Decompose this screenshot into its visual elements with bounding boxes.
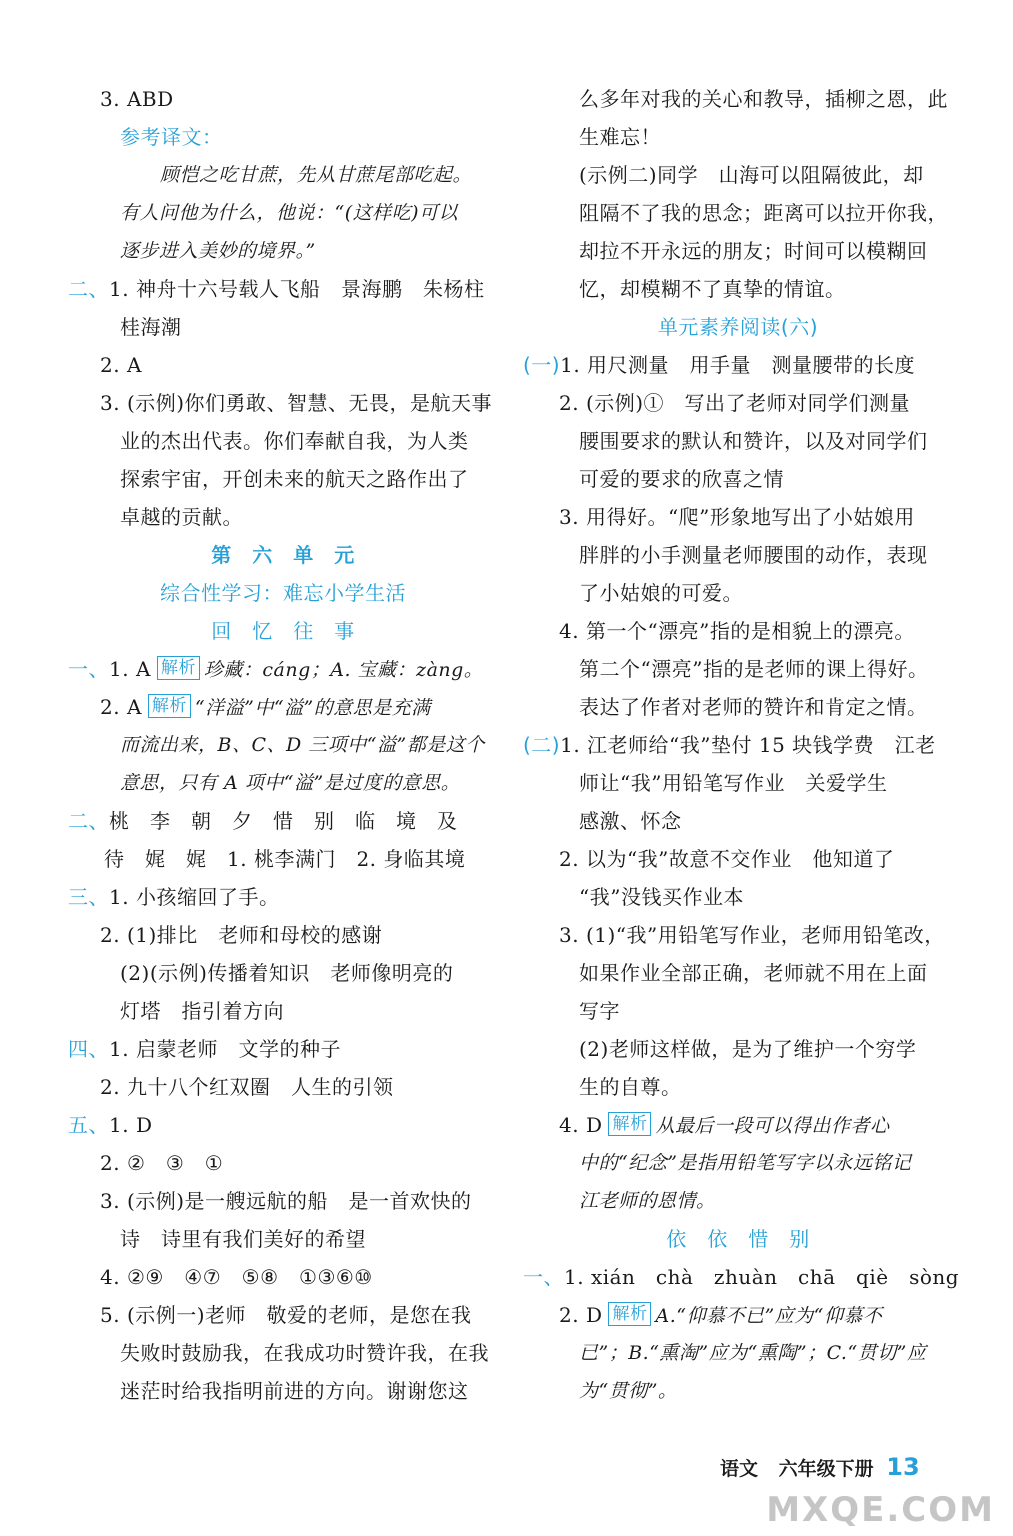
answer-line (68, 802, 498, 840)
answer-line (523, 1220, 953, 1258)
answer-line (523, 536, 953, 574)
section-number: 四、 (68, 1037, 109, 1061)
line-text: 表达了作者对老师的赞许和肯定之情。 (579, 695, 928, 719)
answer-line (523, 194, 953, 232)
footer-grade: 六年级下册 (778, 1458, 874, 1480)
line-text: 忆，却模糊不了真挚的情谊。 (579, 277, 846, 301)
line-text: 4. ②⑨ ④⑦ ⑤⑧ ①③⑥⑩ (100, 1265, 373, 1289)
answer-line (68, 726, 498, 764)
answer-line (523, 1182, 953, 1220)
left-column (68, 80, 498, 1410)
answer-line (523, 1106, 953, 1144)
line-text: 顾恺之吃甘蔗，先从甘蔗尾部吃起。 (160, 164, 473, 186)
answer-line (523, 1334, 953, 1372)
section-number: (一) (523, 353, 561, 377)
line-text: 待 娓 娓 1. 桃李满门 2. 身临其境 (104, 847, 466, 871)
answer-line (68, 954, 498, 992)
line-text: 1. xián chà zhuàn chā qiè sòng (564, 1265, 960, 1289)
line-text: 迷茫时给我指明前进的方向。谢谢您这 (120, 1379, 469, 1403)
answer-line (68, 1296, 498, 1334)
line-text: 么多年对我的关心和教导，插柳之恩，此 (579, 87, 948, 111)
analysis-text: A.“仰慕不已”应为“仰慕不 (655, 1305, 883, 1327)
line-text: 如果作业全部正确，老师就不用在上面 (579, 961, 928, 985)
line-text: (示例二)同学 山海可以阻隔彼此，却 (579, 163, 924, 187)
answer-line (523, 1068, 953, 1106)
section-number: 一、 (523, 1265, 564, 1289)
line-text: 失败时鼓励我，在我成功时赞许我，在我 (120, 1341, 489, 1365)
answer-line (523, 1144, 953, 1182)
answer-line (68, 1106, 498, 1144)
answer-line (68, 1220, 498, 1258)
line-text: 师让“我”用铅笔写作业 关爱学生 (579, 771, 888, 795)
line-text: 2. A (100, 353, 142, 377)
answer-line (68, 460, 498, 498)
answer-line (68, 1182, 498, 1220)
line-text: 生难忘！ (579, 125, 661, 149)
line-text: 灯塔 指引着方向 (120, 999, 284, 1023)
answer-line (523, 346, 953, 384)
answer-line (523, 308, 953, 346)
answer-line (68, 194, 498, 232)
line-text: (2)(示例)传播着知识 老师像明亮的 (120, 961, 454, 985)
answer-line (523, 1030, 953, 1068)
line-text: 江老师的恩情。 (579, 1190, 716, 1212)
answer-line (523, 650, 953, 688)
answer-line (68, 346, 498, 384)
answer-line (68, 1144, 498, 1182)
analysis-text: 从最后一段可以得出作者心 (655, 1115, 890, 1137)
answer-line (523, 726, 953, 764)
section-number: 三、 (68, 885, 109, 909)
answer-line (523, 1258, 960, 1296)
line-text: 业的杰出代表。你们奉献自我，为人类 (120, 429, 469, 453)
line-text: 了小姑娘的可爱。 (579, 581, 743, 605)
answer-line (523, 840, 953, 878)
line-text: 4. D (559, 1113, 603, 1137)
analysis-tag: 解析 (608, 1112, 651, 1136)
footer-subject: 语文 (720, 1458, 759, 1480)
section-number: (二) (523, 733, 561, 757)
line-text: 1. 神舟十六号载人飞船 景海鹏 朱杨柱 (109, 277, 485, 301)
line-text: 腰围要求的默认和赞许，以及对同学们 (579, 429, 928, 453)
line-text: 1. 江老师给“我”垫付 15 块钱学费 江老 (560, 733, 936, 757)
line-text: (2)老师这样做，是为了维护一个穷学 (579, 1037, 917, 1061)
answer-line (68, 384, 498, 422)
analysis-text: 珍藏：cáng；A. 宝藏：zàng。 (203, 659, 484, 681)
line-text: 2. ② ③ ① (100, 1151, 224, 1175)
line-text: 却拉不开永远的朋友；时间可以模糊回 (579, 239, 928, 263)
line-text: 第二个“漂亮”指的是老师的课上得好。 (579, 657, 929, 681)
line-text: 意思，只有 A 项中“溢”是过度的意思。 (120, 772, 461, 794)
line-text: 1. 用尺测量 用手量 测量腰带的长度 (560, 353, 916, 377)
line-text: 胖胖的小手测量老师腰围的动作，表现 (579, 543, 928, 567)
line-text: 中的“纪念”是指用铅笔写字以永远铭记 (579, 1152, 912, 1174)
line-text: 卓越的贡献。 (120, 505, 243, 529)
answer-line (68, 232, 498, 270)
answer-line (68, 1258, 498, 1296)
line-text: 有人问他为什么，他说：“(这样吃)可以 (120, 202, 459, 224)
line-text: 5. (示例一)老师 敬爱的老师，是您在我 (100, 1303, 472, 1327)
line-text: 第 六 单 元 (211, 543, 355, 567)
answer-line (68, 156, 498, 194)
answer-line (523, 80, 953, 118)
section-number: 五、 (68, 1113, 109, 1137)
answer-line (523, 954, 953, 992)
answer-line (68, 574, 498, 612)
answer-line (68, 916, 498, 954)
line-text: 2. 九十八个红双圈 人生的引领 (100, 1075, 394, 1099)
line-text: 单元素养阅读(六) (657, 315, 819, 339)
answer-line (68, 498, 498, 536)
section-number: 二、 (68, 277, 109, 301)
line-text: 3. (1)“我”用铅笔写作业，老师用铅笔改， (559, 923, 945, 947)
answer-line (68, 878, 498, 916)
line-text: 3. ABD (100, 87, 174, 111)
answer-line (523, 1296, 953, 1334)
page-number: 13 (886, 1453, 920, 1481)
answer-line (68, 612, 498, 650)
line-text: 已”；B.“熏淘”应为“熏陶”；C.“贯切”应 (579, 1342, 927, 1364)
answer-line (523, 232, 953, 270)
line-text: 4. 第一个“漂亮”指的是相貌上的漂亮。 (559, 619, 915, 643)
section-number: 二、 (68, 809, 109, 833)
answer-line (523, 802, 953, 840)
watermark: MXQE.COM (766, 1490, 995, 1530)
answer-line (523, 384, 953, 422)
line-text: 1. 小孩缩回了手。 (109, 885, 280, 909)
answer-line (68, 688, 498, 726)
analysis-text: “洋溢”中“溢”的意思是充满 (194, 697, 431, 719)
line-text: 生的自尊。 (579, 1075, 682, 1099)
answer-line (523, 422, 953, 460)
line-text: 感激、怀念 (579, 809, 682, 833)
line-text: 3. (示例)是一艘远航的船 是一首欢快的 (100, 1189, 472, 1213)
answer-line (68, 118, 498, 156)
section-number: 一、 (68, 657, 109, 681)
line-text: 2. (1)排比 老师和母校的感谢 (100, 923, 383, 947)
answer-line (68, 1334, 498, 1372)
answer-line (68, 1030, 498, 1068)
line-text: 可爱的要求的欣喜之情 (579, 467, 784, 491)
answer-line (68, 650, 498, 688)
line-text: 探索宇宙，开创未来的航天之路作出了 (120, 467, 469, 491)
line-text: 逐步进入美妙的境界。” (120, 240, 316, 262)
line-text: 参考译文： (120, 125, 223, 149)
answer-line (523, 270, 953, 308)
line-text: 桂海潮 (120, 315, 182, 339)
answer-line (68, 764, 498, 802)
line-text: 而流出来，B、C、D 三项中“溢”都是这个 (120, 734, 485, 756)
answer-line (523, 574, 953, 612)
answer-line (68, 1372, 498, 1410)
answer-line (523, 156, 953, 194)
line-text: 1. 启蒙老师 文学的种子 (109, 1037, 341, 1061)
answer-line (523, 612, 953, 650)
answer-line (68, 536, 498, 574)
answer-line (68, 840, 498, 878)
answer-line (523, 118, 953, 156)
answer-line (68, 992, 498, 1030)
line-text: 诗 诗里有我们美好的希望 (120, 1227, 366, 1251)
answer-line (523, 498, 953, 536)
line-text: 2. A (100, 695, 142, 719)
line-text: 2. 以为“我”故意不交作业 他知道了 (559, 847, 895, 871)
answer-line (523, 460, 953, 498)
analysis-tag: 解析 (148, 694, 191, 718)
line-text: 依 依 惜 别 (666, 1227, 810, 1251)
page-footer (720, 1448, 920, 1486)
line-text: 综合性学习：难忘小学生活 (160, 581, 406, 605)
line-text: 2. D (559, 1303, 603, 1327)
line-text: 2. (示例)① 写出了老师对同学们测量 (559, 391, 911, 415)
answer-line (523, 1372, 953, 1410)
line-text: 为“贯彻”。 (579, 1380, 678, 1402)
line-text: “我”没钱买作业本 (579, 885, 744, 909)
right-column (523, 80, 960, 1410)
line-text: 桃 李 朝 夕 惜 别 临 境 及 (109, 809, 458, 833)
line-text: 阻隔不了我的思念；距离可以拉开你我， (579, 201, 948, 225)
answer-line (68, 270, 498, 308)
answer-line (68, 308, 498, 346)
line-text: 1. D (109, 1113, 153, 1137)
line-text: 写字 (579, 999, 620, 1023)
answer-line (68, 1068, 498, 1106)
line-text: 3. 用得好。“爬”形象地写出了小姑娘用 (559, 505, 915, 529)
answer-line (523, 688, 953, 726)
answer-line (68, 80, 498, 118)
analysis-tag: 解析 (608, 1302, 651, 1326)
answer-line (523, 878, 953, 916)
answer-line (68, 422, 498, 460)
analysis-tag: 解析 (157, 656, 200, 680)
answer-line (523, 916, 953, 954)
line-text: 3. (示例)你们勇敢、智慧、无畏，是航天事 (100, 391, 493, 415)
line-text: 回 忆 往 事 (211, 619, 355, 643)
answer-line (523, 992, 953, 1030)
answer-line (523, 764, 953, 802)
line-text: 1. A (109, 657, 151, 681)
